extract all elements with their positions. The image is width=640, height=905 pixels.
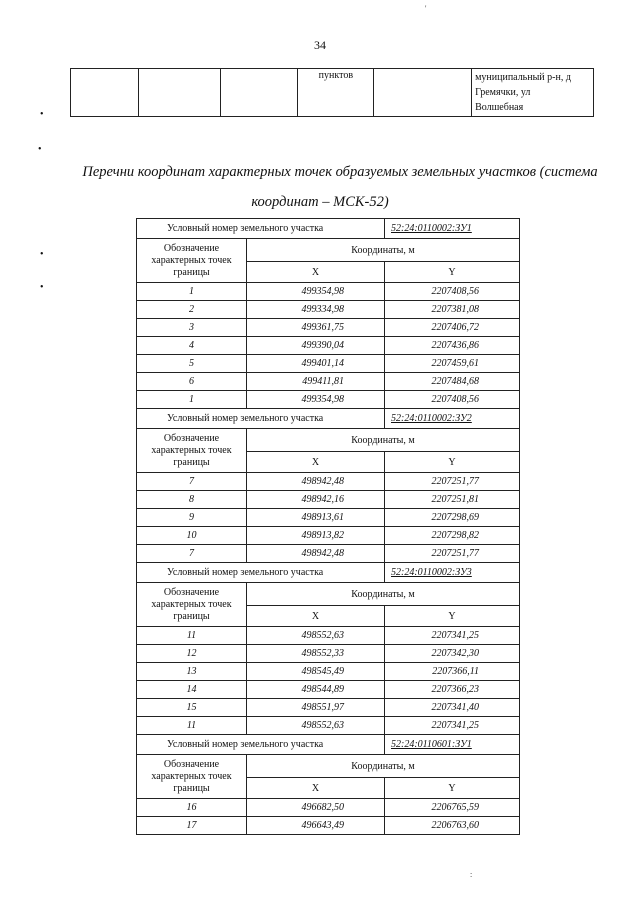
coordinate-row [137,717,520,735]
section-heading-cont: координат – МСК-52) [251,194,389,210]
y-header: Y [385,262,520,283]
scan-mark: : [470,870,473,879]
x-value: 499411,81 [247,373,385,391]
parcel-title-row [137,409,520,429]
point-number: 12 [137,645,247,663]
parcel-number: 52:24:0110601:ЗУ1 [385,735,520,755]
point-number: 13 [137,663,247,681]
x-value: 496643,49 [247,817,385,835]
y-value: 2207341,25 [385,717,520,735]
parcel-label: Условный номер земельного участка [137,219,385,239]
parcel-title-row [137,735,520,755]
address-line: Волшебная [475,102,524,113]
parcel-label: Условный номер земельного участка [137,409,385,429]
x-value: 498942,48 [247,545,385,563]
coordinate-row [137,491,520,509]
y-value: 2206763,60 [385,817,520,835]
point-number: 3 [137,319,247,337]
coordinate-row [137,817,520,835]
address-line: Гремячки, ул [475,87,531,98]
parcel-title-row [137,219,520,239]
point-number: 10 [137,527,247,545]
designation-header: Обозначение характерных точек границы [137,755,247,799]
cell [374,69,472,117]
x-header: X [247,778,385,799]
y-value: 2207341,25 [385,627,520,645]
y-value: 2207341,40 [385,699,520,717]
x-value: 498913,61 [247,509,385,527]
coordinates-header: Координаты, м [247,755,520,778]
point-number: 7 [137,473,247,491]
coordinate-row [137,509,520,527]
point-number: 14 [137,681,247,699]
x-value: 498942,16 [247,491,385,509]
point-number: 11 [137,717,247,735]
point-number: 17 [137,817,247,835]
parcel-number: 52:24:0110002:ЗУ2 [385,409,520,429]
point-number: 1 [137,391,247,409]
x-value: 499361,75 [247,319,385,337]
y-value: 2207381,08 [385,301,520,319]
coordinate-row [137,663,520,681]
margin-mark: • [40,249,44,260]
y-value: 2207342,30 [385,645,520,663]
point-number: 7 [137,545,247,563]
coordinates-table [136,218,520,835]
x-value: 498552,63 [247,717,385,735]
x-value: 496682,50 [247,799,385,817]
point-number: 9 [137,509,247,527]
x-header: X [247,262,385,283]
y-value: 2207484,68 [385,373,520,391]
margin-mark: • [40,109,44,120]
address-line: муниципальный р-н, д [475,72,571,83]
y-header: Y [385,606,520,627]
y-value: 2207366,23 [385,681,520,699]
y-value: 2207459,61 [385,355,520,373]
coordinate-row [137,283,520,301]
coordinates-header: Координаты, м [247,239,520,262]
cell [71,69,139,117]
y-value: 2207408,56 [385,283,520,301]
x-value: 498942,48 [247,473,385,491]
y-value: 2207251,77 [385,473,520,491]
y-header: Y [385,778,520,799]
header-row [137,429,520,452]
coordinate-row [137,627,520,645]
coordinate-row [137,645,520,663]
point-number: 16 [137,799,247,817]
point-number: 2 [137,301,247,319]
coordinates-header: Координаты, м [247,583,520,606]
coordinate-row [137,355,520,373]
coordinate-row [137,681,520,699]
coordinate-row [137,799,520,817]
y-value: 2207298,82 [385,527,520,545]
continuation-table [70,68,594,117]
parcel-label: Условный номер земельного участка [137,735,385,755]
x-value: 498552,63 [247,627,385,645]
parcel-number: 52:24:0110002:ЗУ3 [385,563,520,583]
y-value: 2207436,86 [385,337,520,355]
y-header: Y [385,452,520,473]
y-value: 2207251,81 [385,491,520,509]
designation-header: Обозначение характерных точек границы [137,239,247,283]
point-number: 5 [137,355,247,373]
point-number: 1 [137,283,247,301]
y-value: 2207408,56 [385,391,520,409]
cell [220,69,298,117]
page-number: 34 [314,38,326,52]
point-number: 15 [137,699,247,717]
header-row [137,239,520,262]
margin-mark: • [38,144,42,155]
y-value: 2207251,77 [385,545,520,563]
y-value: 2207366,11 [385,663,520,681]
coordinate-row [137,699,520,717]
cell-points: пунктов [298,69,374,117]
coordinates-header: Координаты, м [247,429,520,452]
coordinate-row [137,301,520,319]
margin-mark: • [40,282,44,293]
parcel-number: 52:24:0110002:ЗУ1 [385,219,520,239]
designation-header: Обозначение характерных точек границы [137,429,247,473]
y-value: 2207298,69 [385,509,520,527]
coordinate-row [137,391,520,409]
y-value: 2206765,59 [385,799,520,817]
x-header: X [247,606,385,627]
point-number: 6 [137,373,247,391]
x-value: 498545,49 [247,663,385,681]
coordinate-row [137,373,520,391]
y-value: 2207406,72 [385,319,520,337]
point-number: 11 [137,627,247,645]
coordinate-row [137,473,520,491]
designation-header: Обозначение характерных точек границы [137,583,247,627]
coordinate-row [137,319,520,337]
parcel-title-row [137,563,520,583]
cell-address [472,69,594,117]
x-header: X [247,452,385,473]
coordinate-row [137,527,520,545]
x-value: 498552,33 [247,645,385,663]
header-row [137,583,520,606]
x-value: 498544,89 [247,681,385,699]
x-value: 498913,82 [247,527,385,545]
cell [138,69,220,117]
scan-mark: ' [425,4,427,13]
header-row [137,755,520,778]
x-value: 499354,98 [247,391,385,409]
x-value: 498551,97 [247,699,385,717]
point-number: 8 [137,491,247,509]
x-value: 499401,14 [247,355,385,373]
x-value: 499334,98 [247,301,385,319]
point-number: 4 [137,337,247,355]
coordinate-row [137,337,520,355]
coordinate-row [137,545,520,563]
section-heading: Перечни координат характерных точек образуемых земельных участков (система [82,164,598,180]
x-value: 499390,04 [247,337,385,355]
parcel-label: Условный номер земельного участка [137,563,385,583]
x-value: 499354,98 [247,283,385,301]
